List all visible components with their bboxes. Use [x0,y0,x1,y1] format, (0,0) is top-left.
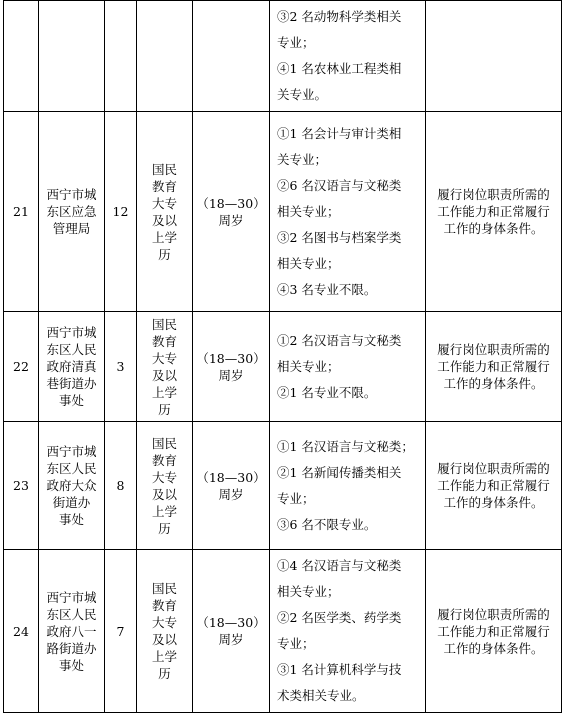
requirement-line: 工作的身体条件。 [443,221,544,236]
edu-line: 及以 [151,212,177,228]
hiring-unit [39,312,105,422]
age-line: 周岁 [218,367,244,383]
hire-count: 8 [105,422,137,550]
requirement-line: 工作能力和正常履行 [437,204,550,219]
edu-line: 历 [158,666,171,681]
unit-line: 西宁市城 [46,589,97,605]
major-line: ②2 名医学类、药学类 [277,610,402,625]
age-line: 周岁 [218,632,244,647]
age-line: （18—30） [196,195,266,211]
unit-line: 路街道办 [46,640,97,656]
edu-line: 及以 [151,486,177,502]
edu-line: 历 [158,246,171,262]
edu-line: 大专 [151,195,177,211]
requirement-line: 工作的身体条件。 [443,376,544,391]
major-requirements [270,422,426,550]
education-requirement [137,112,193,312]
table-row [4,422,562,550]
major-line: ①2 名汉语言与文秘类 [277,332,402,348]
major-line: ②6 名汉语言与文秘类 [277,177,402,193]
age-line: （18—30） [196,469,266,485]
edu-line: 大专 [151,350,177,366]
requirement-line: 工作的身体条件。 [443,495,544,510]
recruitment-table [3,0,562,713]
edu-line: 历 [158,520,171,536]
edu-line: 国民 [151,316,177,332]
edu-line: 大专 [151,469,177,485]
requirement-line: 履行岗位职责所需的 [437,606,550,622]
major-line: 专业； [277,490,315,506]
unit-line: 东区人民 [46,342,97,357]
major-requirements [270,1,426,112]
age-line: 周岁 [218,212,244,228]
hire-count: 7 [105,550,137,713]
hire-count [105,1,137,112]
position-number: 24 [4,550,39,713]
major-line: ③1 名计算机科学与技 [277,662,402,677]
edu-line: 教育 [151,452,177,468]
major-line: 关专业。 [277,87,328,102]
table-row-continued [4,1,562,112]
hiring-unit [39,422,105,550]
major-line: ③2 名动物科学类相关 [277,9,402,24]
unit-line: 管理局 [52,221,91,236]
edu-line: 国民 [151,161,177,177]
age-requirement [193,312,270,422]
position-number: 21 [4,112,39,312]
major-requirements [270,550,426,713]
table-row [4,112,562,312]
edu-line: 历 [158,401,171,417]
unit-line: 西宁市城 [46,444,97,459]
major-line: 专业； [277,636,315,651]
hire-count: 12 [105,112,137,312]
edu-line: 教育 [151,598,177,613]
unit-line: 巷街道办 [46,376,97,391]
major-line: ③6 名不限专业。 [277,516,377,532]
hiring-unit [39,1,105,112]
major-line: ①1 名汉语言与文秘类； [277,438,414,454]
other-requirements [426,550,562,713]
position-number: 23 [4,422,39,550]
major-line: 相关专业； [277,584,340,599]
other-requirements [426,112,562,312]
edu-line: 上学 [151,503,177,519]
major-line: 相关专业； [277,255,340,271]
requirement-line: 工作的身体条件。 [443,640,544,656]
major-line: 专业； [277,35,315,50]
hiring-unit [39,550,105,713]
unit-line: 事处 [58,657,84,673]
age-requirement [193,422,270,550]
position-number [4,1,39,112]
major-line: 关专业； [277,151,328,167]
unit-line: 政府清真 [46,359,97,374]
major-line: 相关专业； [277,203,340,219]
other-requirements [426,312,562,422]
edu-line: 上学 [151,649,177,664]
requirement-line: 履行岗位职责所需的 [437,461,550,476]
unit-line: 街道办 [52,495,91,510]
requirement-line: 履行岗位职责所需的 [437,187,550,202]
major-line: ②1 名专业不限。 [277,384,377,400]
edu-line: 教育 [151,178,177,194]
major-line: ②1 名新闻传播类相关 [277,464,402,480]
unit-line: 东区应急 [46,204,97,219]
major-line: 相关专业； [277,358,340,374]
major-line: ③2 名图书与档案学类 [277,229,402,245]
major-line: ①1 名会计与审计类相 [277,125,402,141]
age-requirement [193,550,270,713]
unit-line: 事处 [58,512,84,527]
other-requirements [426,1,562,112]
unit-line: 事处 [58,393,84,408]
unit-line: 政府八一 [46,623,97,639]
age-requirement [193,112,270,312]
other-requirements [426,422,562,550]
edu-line: 国民 [151,435,177,451]
unit-line: 西宁市城 [46,325,97,340]
edu-line: 国民 [151,581,177,596]
hiring-unit [39,112,105,312]
major-line: ④1 名农林业工程类相 [277,61,402,76]
major-line: ④3 名专业不限。 [277,281,377,297]
hire-count: 3 [105,312,137,422]
education-requirement [137,1,193,112]
edu-line: 上学 [151,384,177,400]
unit-line: 政府大众 [46,478,97,493]
education-requirement [137,550,193,713]
unit-line: 东区人民 [46,606,97,622]
requirement-line: 工作能力和正常履行 [437,359,550,374]
position-number: 22 [4,312,39,422]
requirement-line: 工作能力和正常履行 [437,623,550,639]
requirement-line: 工作能力和正常履行 [437,478,550,493]
education-requirement [137,422,193,550]
major-requirements [270,112,426,312]
age-line: （18—30） [196,350,266,366]
edu-line: 大专 [151,615,177,630]
edu-line: 上学 [151,229,177,245]
table-row [4,312,562,422]
age-line: 周岁 [218,486,244,502]
edu-line: 及以 [151,632,177,647]
major-requirements [270,312,426,422]
major-line: ①4 名汉语言与文秘类 [277,558,402,573]
edu-line: 及以 [151,367,177,383]
major-line: 术类相关专业。 [277,688,365,703]
unit-line: 西宁市城 [46,187,97,202]
requirement-line: 履行岗位职责所需的 [437,342,550,357]
age-requirement [193,1,270,112]
unit-line: 东区人民 [46,461,97,476]
age-line: （18—30） [196,615,266,630]
education-requirement [137,312,193,422]
edu-line: 教育 [151,333,177,349]
table-row [4,550,562,713]
